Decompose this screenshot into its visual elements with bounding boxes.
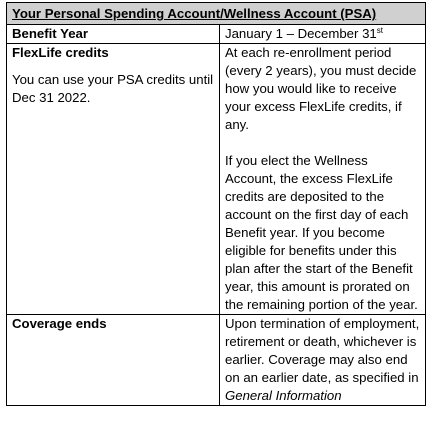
- coverage-text-cell: [220, 315, 426, 406]
- flexlife-paragraph-2: If you elect the Wellness Account, the excess FlexLife credits are deposited to the account on the first day of each Benefit year. If you become eligible for benefits under this plan after the start of the Benefit year, this amount is prorated on the remaining portion of the year.: [225, 153, 418, 312]
- benefit-year-dates: January 1 – December 31: [225, 26, 377, 41]
- flexlife-right-cell: [220, 44, 426, 315]
- flexlife-note: You can use your PSA credits until Dec 31 2022.: [12, 72, 214, 105]
- flexlife-left-cell: [7, 44, 220, 315]
- benefit-year-label: Benefit Year: [7, 25, 220, 44]
- flexlife-row: [7, 44, 426, 315]
- coverage-row: [7, 315, 426, 406]
- flexlife-heading: FlexLife credits: [12, 45, 109, 60]
- title-row: [7, 3, 426, 25]
- benefit-year-value: [220, 25, 426, 44]
- benefit-year-row: [7, 25, 426, 44]
- coverage-heading: Coverage ends: [7, 315, 220, 406]
- table-title: Your Personal Spending Account/Wellness Account (PSA): [7, 3, 426, 25]
- general-information-reference: General Information: [225, 388, 342, 403]
- benefit-year-suffix: st: [376, 26, 383, 35]
- flexlife-paragraph-1: At each re-enrollment period (every 2 years), you must decide how you would like to receive your excess FlexLife credits, if any.: [225, 45, 417, 132]
- psa-table: [6, 2, 426, 406]
- coverage-text: Upon termination of employment, retirement or death, whichever is earlier. Coverage may also end on an earlier date, as specified in: [225, 316, 420, 385]
